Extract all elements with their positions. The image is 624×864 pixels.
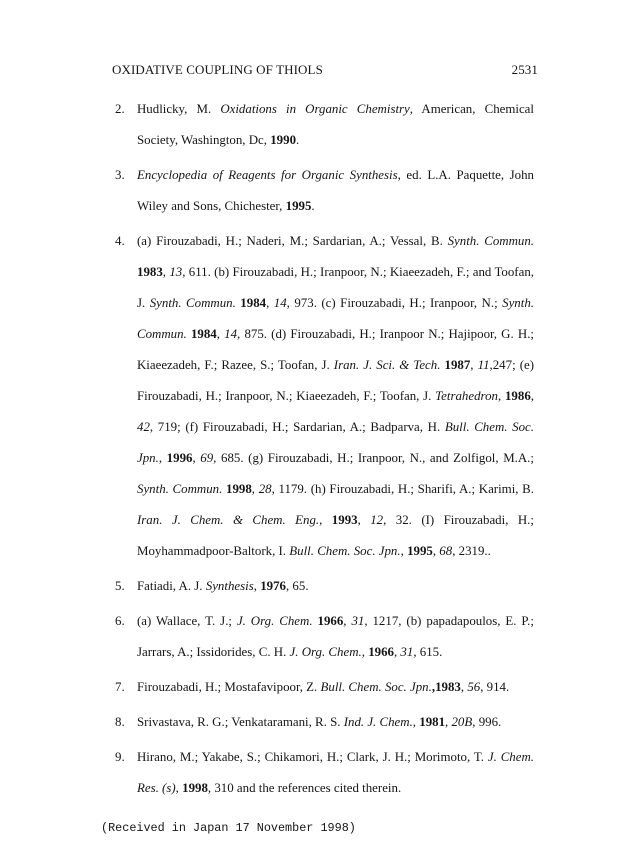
italic-text: 28 bbox=[258, 482, 272, 496]
reference-text-run: , bbox=[253, 579, 261, 593]
bold-text: ,1983 bbox=[431, 680, 461, 694]
reference-text-run: ,247; (e) Firouzabadi, H.; Iranpoor, N.; Kiaeezadeh, F.; Toofan, J. bbox=[137, 358, 535, 403]
reference-item bbox=[0, 226, 624, 567]
italic-text: 20B bbox=[451, 715, 473, 729]
reference-text-run: , bbox=[251, 482, 259, 496]
italic-text: 13 bbox=[169, 265, 183, 279]
italic-text: J. Org. Chem. bbox=[289, 645, 362, 659]
reference-number: 6. bbox=[115, 614, 125, 628]
reference-text bbox=[137, 606, 534, 668]
reference-text-run: (a) Firouzabadi, H.; Naderi, M.; Sardarian, A.; Vessal, B. bbox=[137, 234, 448, 248]
reference-text-run: (a) Wallace, T. J.; bbox=[137, 614, 237, 628]
reference-text-run: , 310 and the references cited therein. bbox=[207, 781, 402, 795]
italic-text: 12 bbox=[370, 513, 384, 527]
bold-text: 1966 bbox=[368, 645, 394, 659]
reference-item bbox=[0, 742, 624, 804]
reference-item bbox=[0, 707, 624, 738]
reference-number: 5. bbox=[115, 579, 125, 593]
reference-text-run: , bbox=[175, 781, 183, 795]
reference-text-run: , 1179. (h) Firouzabadi, H.; Sharifi, A.; Karimi, B. bbox=[271, 482, 534, 496]
italic-text: 42 bbox=[137, 420, 150, 434]
reference-text-run: , 914. bbox=[480, 680, 510, 694]
reference-text-run: , bbox=[445, 715, 452, 729]
reference-text-run: , bbox=[400, 544, 408, 558]
reference-text-run: , 32. (I) Firouzabadi, H.; Moyhammadpoor-Baltork, I. bbox=[137, 513, 534, 558]
reference-text bbox=[137, 707, 534, 738]
running-title: OXIDATIVE COUPLING OF THIOLS bbox=[112, 62, 323, 77]
italic-text: Encyclopedia of Reagents for Organic Synthesis bbox=[137, 168, 398, 182]
reference-item bbox=[0, 672, 624, 703]
italic-text: Synth. Commun. bbox=[447, 234, 534, 248]
reference-text-run: Srivastava, R. G.; Venkataramani, R. S. bbox=[137, 715, 344, 729]
italic-text: Synth. Commun. bbox=[137, 296, 535, 341]
italic-text: Ind. J. Chem. bbox=[343, 715, 413, 729]
reference-text bbox=[137, 160, 534, 222]
italic-text: 11 bbox=[477, 358, 490, 372]
reference-text-run: , bbox=[530, 389, 534, 403]
reference-text-run: , bbox=[497, 389, 505, 403]
italic-text: Tetrahedron bbox=[435, 389, 498, 403]
reference-text-run: , 875. (d) Firouzabadi, H.; Iranpoor N.; Hajipoor, G. H.; Kiaeezadeh, F.; Razee, S.; Toofan, J. bbox=[137, 327, 535, 372]
italic-text: 31 bbox=[351, 614, 365, 628]
reference-text-run: Hirano, M.; Yakabe, S.; Chikamori, H.; Clark, J. H.; Morimoto, T. bbox=[137, 750, 488, 764]
bold-text: 1981 bbox=[419, 715, 446, 729]
reference-text-run: , 996. bbox=[472, 715, 502, 729]
italic-text: Bull. Chem. Soc. Jpn. bbox=[137, 420, 534, 465]
reference-text-run: , bbox=[393, 645, 401, 659]
reference-number: 2. bbox=[115, 102, 125, 116]
reference-number: 4. bbox=[115, 234, 125, 248]
bold-text: 1966 bbox=[317, 614, 344, 628]
reference-text-run: . bbox=[296, 133, 300, 147]
reference-text-run: , 1217, (b) papadapoulos, E. P.; Jarrars, A.; Issidorides, C. H. bbox=[137, 614, 534, 659]
italic-text: 68 bbox=[439, 544, 453, 558]
bold-text: 1995 bbox=[407, 544, 433, 558]
reference-text-run: Fatiadi, A. J. bbox=[137, 579, 206, 593]
bold-text: 1998 bbox=[226, 482, 252, 496]
page-number: 2531 bbox=[511, 62, 538, 77]
reference-text-run: , 65. bbox=[285, 579, 309, 593]
reference-text-run: Firouzabadi, H.; Mostafavipoor, Z. bbox=[137, 680, 321, 694]
reference-text-run: , 973. (c) Firouzabadi, H.; Iranpoor, N.; bbox=[286, 296, 503, 310]
reference-text-run: Hudlicky, M. bbox=[137, 102, 221, 116]
reference-text-run: , bbox=[361, 645, 369, 659]
italic-text: 69 bbox=[200, 451, 214, 465]
reference-text-run: , 615. bbox=[413, 645, 443, 659]
bold-text: 1998 bbox=[182, 781, 208, 795]
italic-text: Iran. J. Sci. & Tech. bbox=[333, 358, 441, 372]
italic-text: Oxidations in Organic Chemistry bbox=[220, 102, 410, 116]
italic-text: J. Chem. Res. (s) bbox=[137, 750, 534, 795]
bold-text: 1987 bbox=[444, 358, 471, 372]
reference-number: 9. bbox=[115, 750, 125, 764]
reference-text-run: , 685. (g) Firouzabadi, H.; Iranpoor, N., and Zolfigol, M.A.; bbox=[213, 451, 534, 465]
bold-text: 1984 bbox=[190, 327, 217, 341]
italic-text: Iran. J. Chem. & Chem. Eng. bbox=[137, 513, 320, 527]
reference-text-run: , American, Chemical Society, Washington, Dc, bbox=[137, 102, 534, 147]
reference-text-run: , 611. (b) Firouzabadi, H.; Iranpoor, N.; Kiaeezadeh, F.; and Toofan, J. bbox=[137, 265, 534, 310]
italic-text: Synth. Commun. bbox=[149, 296, 236, 310]
reference-text-run: , bbox=[158, 451, 167, 465]
reference-number: 3. bbox=[115, 168, 125, 182]
reference-text bbox=[137, 672, 534, 703]
italic-text: Bull. Chem. Soc. Jpn. bbox=[289, 544, 401, 558]
reference-number: 8. bbox=[115, 715, 125, 729]
bold-text: 1995 bbox=[285, 199, 312, 213]
reference-text-run: , 719; (f) Firouzabadi, H.; Sardarian, A.; Badparva, H. bbox=[149, 420, 445, 434]
reference-text-run: , bbox=[432, 544, 440, 558]
reference-text bbox=[137, 226, 534, 567]
reference-text-run: , bbox=[412, 715, 420, 729]
reference-text-run: , bbox=[162, 265, 170, 279]
bold-text: 1976 bbox=[260, 579, 286, 593]
reference-text bbox=[137, 571, 534, 602]
italic-text: Bull. Chem. Soc. Jpn. bbox=[320, 680, 432, 694]
italic-text: Synthesis bbox=[205, 579, 254, 593]
reference-text-run: , bbox=[266, 296, 274, 310]
bold-text: 1996 bbox=[166, 451, 193, 465]
reference-number: 7. bbox=[115, 680, 125, 694]
italic-text: 31 bbox=[400, 645, 414, 659]
italic-text: Synth. Commun. bbox=[137, 482, 223, 496]
bold-text: 1986 bbox=[504, 389, 531, 403]
reference-text-run: , bbox=[192, 451, 201, 465]
running-header bbox=[112, 62, 538, 82]
reference-item bbox=[0, 571, 624, 602]
reference-text-run: , bbox=[343, 614, 352, 628]
bold-text: 1984 bbox=[240, 296, 267, 310]
reference-text-run: , 2319.. bbox=[452, 544, 491, 558]
reference-text-run: , bbox=[460, 680, 468, 694]
reference-item bbox=[0, 606, 624, 668]
italic-text: J. Org. Chem. bbox=[236, 614, 313, 628]
reference-text-run: , bbox=[216, 327, 225, 341]
reference-item bbox=[0, 160, 624, 222]
reference-text-run: . bbox=[311, 199, 315, 213]
reference-text-run: , bbox=[357, 513, 371, 527]
bold-text: 1993 bbox=[331, 513, 358, 527]
italic-text: 56 bbox=[467, 680, 481, 694]
italic-text: 14 bbox=[224, 327, 238, 341]
reference-text-run: , bbox=[470, 358, 478, 372]
reference-text bbox=[137, 94, 534, 156]
reference-text-run: , bbox=[319, 513, 332, 527]
bold-text: 1983 bbox=[137, 265, 163, 279]
reference-list bbox=[0, 94, 624, 804]
bold-text: 1990 bbox=[270, 133, 297, 147]
reference-text bbox=[137, 742, 534, 804]
received-note: (Received in Japan 17 November 1998) bbox=[101, 821, 356, 835]
reference-text-run: , ed. L.A. Paquette, John Wiley and Sons, Chichester, bbox=[137, 168, 535, 213]
reference-item bbox=[0, 94, 624, 156]
italic-text: 14 bbox=[273, 296, 287, 310]
